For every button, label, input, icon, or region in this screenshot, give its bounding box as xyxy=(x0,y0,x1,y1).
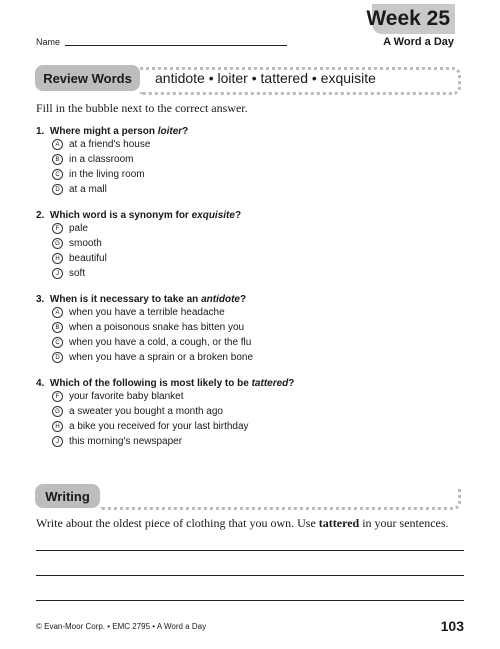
bubble-icon[interactable]: A xyxy=(52,307,63,318)
answer-option[interactable]: B in a classroom xyxy=(36,152,188,167)
review-words-label: Review Words xyxy=(35,65,140,91)
question-3 xyxy=(36,294,253,365)
question-1 xyxy=(36,126,188,197)
bubble-icon[interactable]: G xyxy=(52,238,63,249)
bubble-icon[interactable]: H xyxy=(52,421,63,432)
answer-option[interactable]: G smooth xyxy=(36,236,241,251)
question-stem: 3. When is it necessary to take an antidote? xyxy=(36,294,247,305)
question-stem: 1. Where might a person loiter? xyxy=(36,126,189,137)
answer-option[interactable]: B when a poisonous snake has bitten you xyxy=(36,320,253,335)
bubble-icon[interactable]: B xyxy=(52,154,63,165)
bubble-icon[interactable]: B xyxy=(52,322,63,333)
bubble-icon[interactable]: D xyxy=(52,352,63,363)
worksheet-subtitle: A Word a Day xyxy=(383,36,454,48)
answer-option[interactable]: F your favorite baby blanket xyxy=(36,389,294,404)
answer-option[interactable]: A when you have a terrible headache xyxy=(36,305,253,320)
writing-label: Writing xyxy=(35,484,100,508)
answer-option[interactable]: G a sweater you bought a month ago xyxy=(36,404,294,419)
answer-option[interactable]: C in the living room xyxy=(36,167,188,182)
bubble-icon[interactable]: F xyxy=(52,223,63,234)
instruction: Fill in the bubble next to the correct answer. xyxy=(36,101,248,115)
bubble-icon[interactable]: J xyxy=(52,268,63,279)
writing-line[interactable] xyxy=(36,600,464,601)
answer-option[interactable]: H a bike you received for your last birthday xyxy=(36,419,294,434)
answer-option[interactable]: H beautiful xyxy=(36,251,241,266)
answer-option[interactable]: J soft xyxy=(36,266,241,281)
bubble-icon[interactable]: J xyxy=(52,436,63,447)
bubble-icon[interactable]: C xyxy=(52,337,63,348)
question-4 xyxy=(36,378,294,449)
bubble-icon[interactable]: G xyxy=(52,406,63,417)
answer-option[interactable]: C when you have a cold, a cough, or the flu xyxy=(36,335,253,350)
question-stem: 2. Which word is a synonym for exquisite? xyxy=(36,210,242,221)
bubble-icon[interactable]: F xyxy=(52,391,63,402)
answer-option[interactable]: D at a mall xyxy=(36,182,188,197)
writing-prompt: Write about the oldest piece of clothing that you own. Use tattered in your sentences. xyxy=(36,516,449,530)
bubble-icon[interactable]: D xyxy=(52,184,63,195)
writing-frame xyxy=(100,489,461,510)
page-number: 103 xyxy=(440,618,464,634)
answer-option[interactable]: A at a friend's house xyxy=(36,137,188,152)
question-2 xyxy=(36,210,241,281)
bubble-icon[interactable]: H xyxy=(52,253,63,264)
bubble-icon[interactable]: C xyxy=(52,169,63,180)
footer-credit: © Evan-Moor Corp. • EMC 2795 • A Word a Day xyxy=(36,622,207,631)
name-line[interactable] xyxy=(65,45,287,46)
answer-option[interactable]: D when you have a sprain or a broken bone xyxy=(36,350,253,365)
week-title: Week 25 xyxy=(366,7,450,30)
answer-option[interactable]: J this morning's newspaper xyxy=(36,434,294,449)
answer-option[interactable]: F pale xyxy=(36,221,241,236)
writing-line[interactable] xyxy=(36,550,464,551)
bubble-icon[interactable]: A xyxy=(52,139,63,150)
writing-line[interactable] xyxy=(36,575,464,576)
name-label: Name xyxy=(36,37,61,47)
question-stem: 4. Which of the following is most likely to be tattered? xyxy=(36,378,295,389)
review-words-list: antidote • loiter • tattered • exquisite xyxy=(155,70,376,86)
